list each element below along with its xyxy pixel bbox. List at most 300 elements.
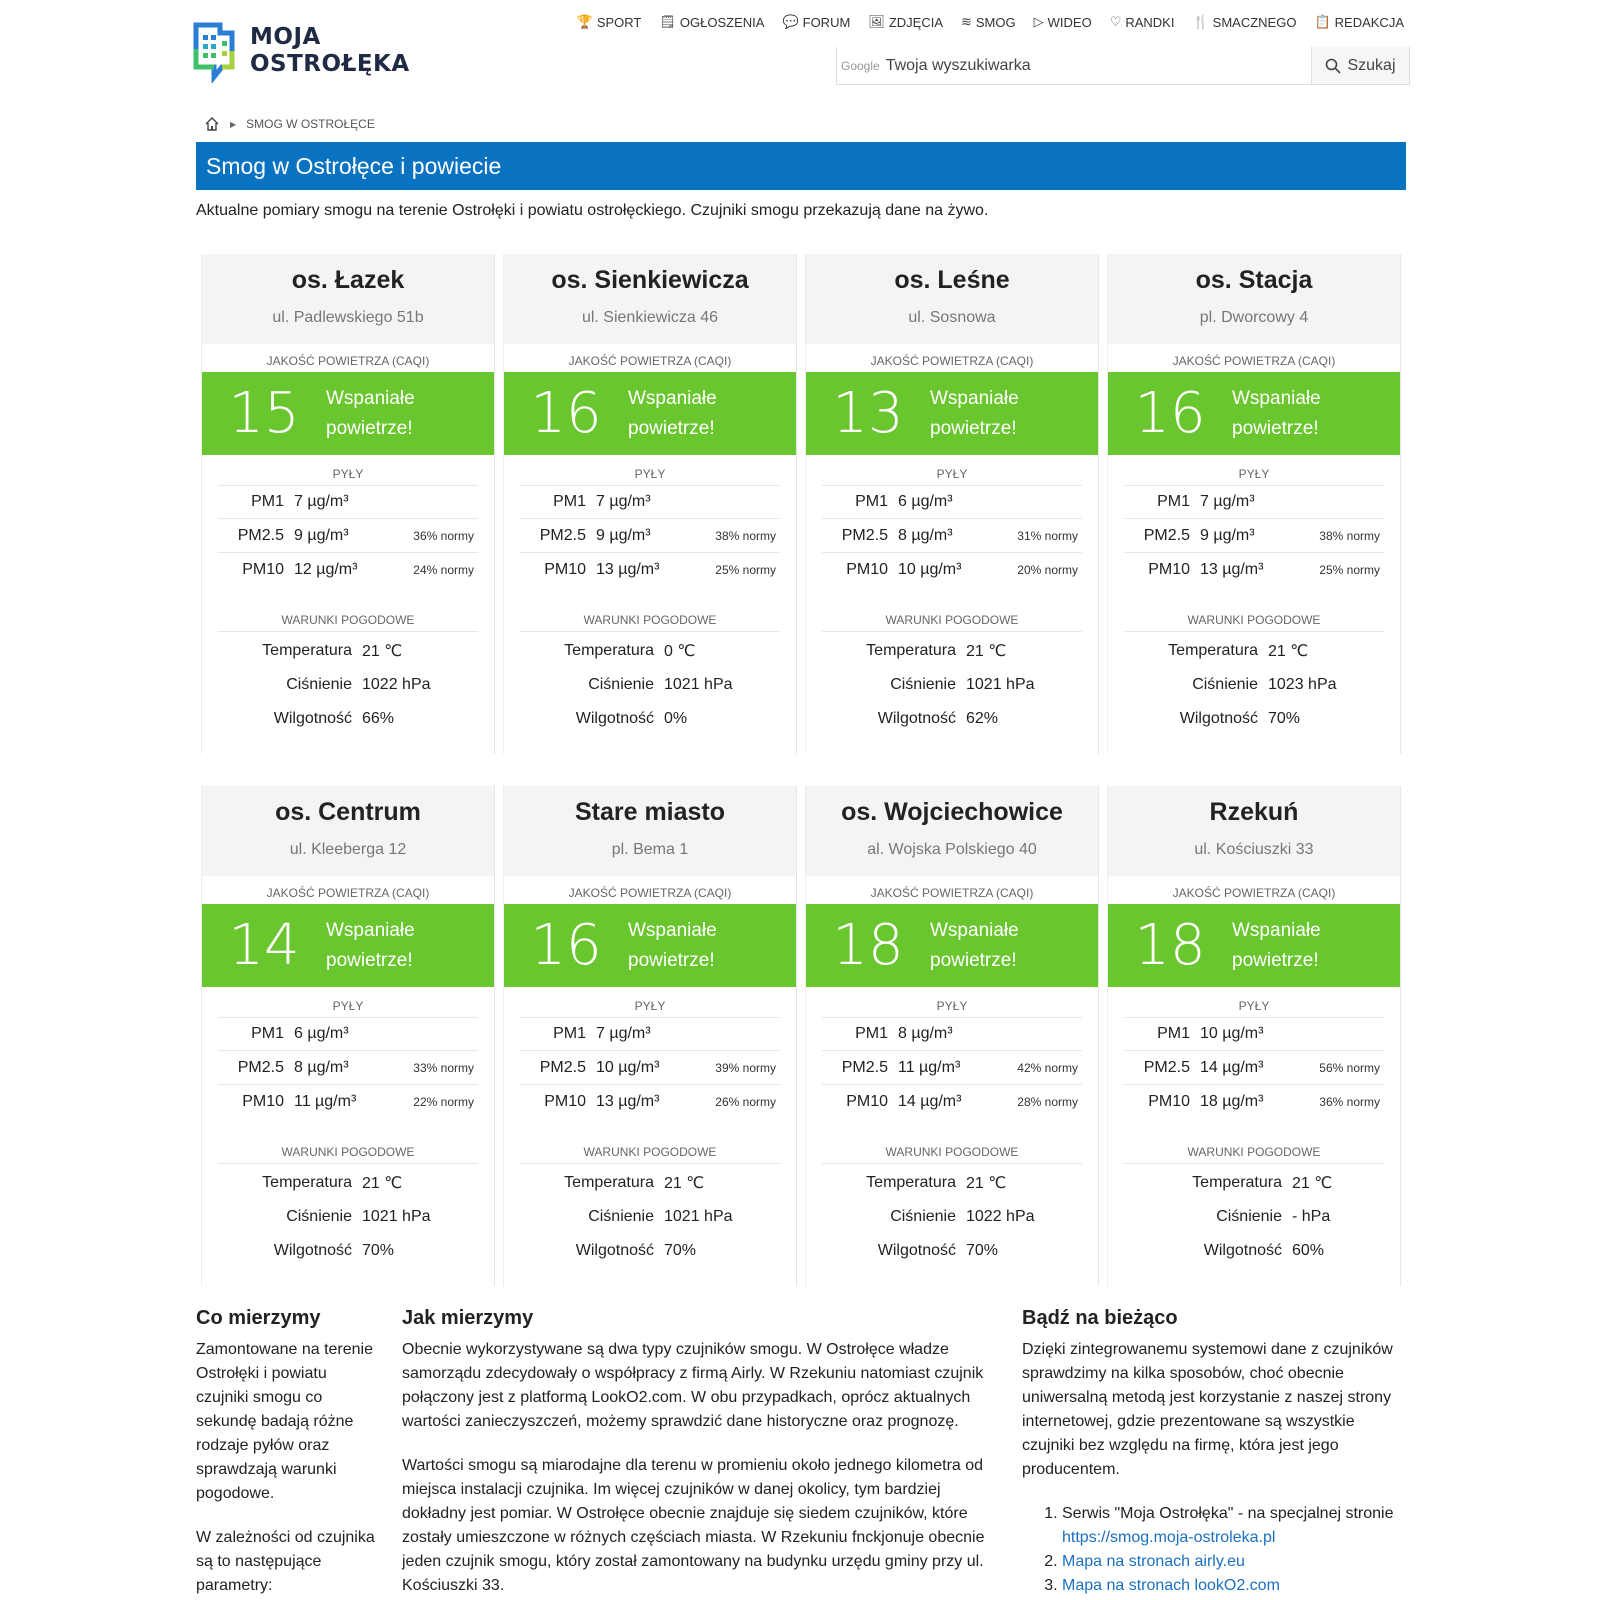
pressure-row [1108,668,1400,702]
pm10-row [218,1085,478,1119]
image-icon: 🖼 [868,14,885,29]
temperature-row [1108,1166,1400,1200]
pm-value: 14 µg/m³ [1200,1058,1264,1076]
dust-section-label: PYŁY [1238,467,1270,481]
station-address: ul. Kleeberga 12 [289,841,407,858]
pm1-row [822,485,1082,519]
caqi-label: JAKOŚĆ POWIETRZA (CAQI) [1172,886,1336,900]
info-paragraph: Zamontowane na terenie Ostrołęki i powiatu czujniki smogu co sekundę badają różne rodzaje pyłów oraz sprawdzają warunki pogodowe. [196,1341,373,1502]
weather-value: 0 ℃ [664,643,696,660]
pm-norm: 56% normy [1319,1060,1380,1075]
info-paragraph: Dzięki zintegrowanemu systemowi dane z czujników sprawdzimy na kilka sposobów, choć obecnie uniwersalną metodą jest korzystanie z naszej strony internetowej, gdzie prezentowane są wszystkie czujniki bez względu na firmę, która jest jego producentem. [1022,1341,1393,1478]
pm-norm: 31% normy [1017,528,1078,543]
caqi-value: 16 [1134,381,1206,446]
pm-value: 10 µg/m³ [1200,1025,1264,1042]
pm-norm: 25% normy [1319,563,1380,577]
dust-table [822,485,1082,587]
pm-value: 7 µg/m³ [596,493,651,510]
pm10-row [822,553,1082,587]
pm-norm: 26% normy [715,1095,776,1109]
airly-map-link[interactable]: Mapa na stronach airly.eu [1062,1553,1245,1570]
weather-label: Wilgotność [1203,1242,1282,1259]
weather-table [806,634,1098,736]
weather-value: 21 ℃ [966,1175,1007,1192]
caqi-box [504,904,796,987]
pm-label: PM1 [251,1025,284,1042]
nav-item-zdjęcia[interactable] [868,14,943,30]
info-what-we-measure [196,1306,378,1600]
pm-label: PM10 [1148,561,1190,578]
dust-section-label: PYŁY [634,999,666,1013]
list-item: 1. Serwis "Moja Ostrołęka" - na specjalnej stronie https://smog.moja-ostroleka.pl [1062,1502,1406,1550]
station-card [201,254,495,754]
pm-norm: 36% normy [413,528,474,543]
caqi-value: 16 [530,913,602,978]
caqi-box [504,372,796,455]
caqi-label: JAKOŚĆ POWIETRZA (CAQI) [266,354,430,368]
looko2-map-link[interactable]: Mapa na stronach lookO2.com [1062,1577,1280,1594]
weather-label: Temperatura [1168,642,1258,659]
weather-label: Ciśnienie [890,676,956,693]
station-address: pl. Bema 1 [611,841,689,858]
weather-label: Ciśnienie [1192,676,1258,693]
info-heading: Co mierzymy [196,1307,321,1329]
pm-value: 7 µg/m³ [1200,493,1255,510]
caqi-value: 14 [228,913,300,978]
humidity-row [1108,702,1400,736]
pm1-row [1124,1017,1384,1051]
page-title: Smog w Ostrołęce i powiecie [196,142,1406,190]
pressure-row [202,668,494,702]
dust-section-label: PYŁY [332,999,364,1013]
pm1-row [520,485,780,519]
weather-label: Ciśnienie [890,1208,956,1225]
pm10-row [520,1085,780,1119]
pm-label: PM10 [1148,1093,1190,1110]
list-item [1062,1550,1406,1574]
weather-section-label: WARUNKI POGODOWE [218,613,478,632]
temperature-row [1108,634,1400,668]
station-header [806,786,1098,876]
weather-label: Temperatura [564,1174,654,1191]
clipboard-icon: 📋 [1314,14,1331,29]
temperature-row [202,1166,494,1200]
pressure-row [806,1200,1098,1234]
weather-label: Temperatura [564,642,654,659]
pm-value: 18 µg/m³ [1200,1093,1264,1110]
station-card [805,254,1099,754]
pm-label: PM1 [251,493,284,510]
caqi-box [806,372,1098,455]
dust-table [520,485,780,587]
pm10-row [520,553,780,587]
pm-label: PM1 [855,493,888,510]
station-address: ul. Kościuszki 33 [1194,841,1314,858]
humidity-row [1108,1234,1400,1268]
weather-table [202,1166,494,1268]
station-header [1108,254,1400,344]
station-card [201,786,495,1286]
breadcrumb [204,116,375,132]
weather-label: Ciśnienie [286,676,352,693]
pm-label: PM1 [855,1025,888,1042]
station-card [503,786,797,1286]
pm-value: 10 µg/m³ [596,1058,660,1076]
info-paragraph: Wartości smogu są miarodajne dla terenu w promieniu około jednego kilometra od miejsca instalacji czujnika. Im więcej czujników w danej okolicy, tym bardziej dokładny jest pomiar. W Ostrołęce obecnie znajduje się siedem czujników, które zostały umieszczone w różnych częściach miasta. W Rzekuniu fnckjonuje obecnie jeden czujnik smogu, który został zamontowany na budynku urzędu gminy przy ul. Kościuszki 33. [402,1457,985,1594]
weather-value: 1023 hPa [1268,676,1337,693]
pm-norm: 33% normy [413,1060,474,1075]
weather-table [1108,1166,1400,1268]
search-bar [836,47,1410,85]
station-address: ul. Sienkiewicza 46 [581,309,719,326]
dust-table [1124,1017,1384,1119]
pm10-row [1124,553,1384,587]
weather-label: Wilgotność [273,1242,352,1259]
google-brand-label: Google [841,59,880,73]
caqi-box [202,372,494,455]
caqi-label: JAKOŚĆ POWIETRZA (CAQI) [266,886,430,900]
station-card [805,786,1099,1286]
pm-label: PM2.5 [539,526,586,544]
temperature-row [504,634,796,668]
weather-value: 70% [664,1242,697,1259]
search-input[interactable] [884,47,1311,84]
trophy-icon: 🏆 [576,14,593,29]
pm-value: 13 µg/m³ [596,1093,660,1110]
station-header [504,254,796,344]
breadcrumb-current[interactable]: SMOG W OSTROŁĘCE [246,117,375,131]
pm-value: 7 µg/m³ [294,493,349,510]
weather-label: Wilgotność [273,710,352,727]
pm-value: 8 µg/m³ [898,526,953,544]
weather-label: Temperatura [1192,1174,1282,1191]
caqi-description: Wspaniałe powietrze! [1232,387,1321,439]
caqi-box [1108,904,1400,987]
weather-label: Wilgotność [1179,710,1258,727]
humidity-row [806,702,1098,736]
temperature-row [806,1166,1098,1200]
pm-label: PM2.5 [1143,526,1190,544]
dust-section-label: PYŁY [936,467,968,481]
pm10-row [822,1085,1082,1119]
weather-table [1108,634,1400,736]
nav-item-redakcja[interactable] [1314,14,1404,30]
wind-icon: ≋ [960,14,972,29]
weather-label: Wilgotność [575,1242,654,1259]
caqi-box [1108,372,1400,455]
caqi-label: JAKOŚĆ POWIETRZA (CAQI) [568,354,732,368]
weather-value: 62% [966,710,999,727]
nav-item-sport[interactable] [577,14,642,30]
pm-label: PM10 [544,1093,586,1110]
weather-label: Wilgotność [575,710,654,727]
pm-norm: 39% normy [715,1060,776,1075]
pm25-row [1124,1051,1384,1085]
pm-value: 14 µg/m³ [898,1093,962,1110]
weather-value: 1021 hPa [966,676,1035,693]
pm-norm: 38% normy [1319,528,1380,543]
pm-label: PM1 [553,1025,586,1042]
station-header [504,786,796,876]
weather-table [202,634,494,736]
weather-label: Wilgotność [877,710,956,727]
pm-value: 9 µg/m³ [596,526,651,544]
pm-label: PM10 [846,1093,888,1110]
station-card [1107,786,1401,1286]
logo-wordmark: MOJA OSTROŁĘKA [250,24,410,77]
weather-value: 70% [1268,710,1301,727]
dust-table [822,1017,1082,1119]
station-name: os. Stacja [1195,266,1313,294]
pm25-row [822,519,1082,553]
weather-label: Ciśnienie [286,1208,352,1225]
pressure-row [504,1200,796,1234]
station-card [503,254,797,754]
caqi-value: 18 [1134,913,1206,978]
caqi-description: Wspaniałe powietrze! [628,387,717,439]
pressure-row [1108,1200,1400,1234]
dust-section-label: PYŁY [634,467,666,481]
station-header [202,786,494,876]
humidity-row [504,702,796,736]
nav-item-randki[interactable] [1110,14,1175,30]
weather-table [504,634,796,736]
pm-norm: 24% normy [413,563,474,577]
pm25-row [520,519,780,553]
caqi-label: JAKOŚĆ POWIETRZA (CAQI) [1172,354,1336,368]
pm-value: 6 µg/m³ [294,1025,349,1042]
station-name: os. Sienkiewicza [551,266,749,294]
building-logo-icon [192,19,240,83]
caqi-description: Wspaniałe powietrze! [628,919,717,971]
station-address: al. Wojska Polskiego 40 [867,841,1037,858]
caqi-description: Wspaniałe powietrze! [930,387,1019,439]
weather-value: 21 ℃ [1268,643,1309,660]
pm-value: 10 µg/m³ [898,561,962,578]
site-logo[interactable] [192,18,432,84]
pm1-row [218,485,478,519]
station-header [1108,786,1400,876]
humidity-row [806,1234,1098,1268]
pm25-row [520,1051,780,1085]
pm-norm: 42% normy [1017,1060,1078,1075]
pm-label: PM10 [544,561,586,578]
nav-item-label: FORUM [802,14,851,30]
dust-section-label: PYŁY [1238,999,1270,1013]
weather-value: - hPa [1292,1208,1331,1225]
pm-value: 9 µg/m³ [294,526,349,544]
pm1-row [1124,485,1384,519]
pm10-row [1124,1085,1384,1119]
pm1-row [822,1017,1082,1051]
heart-icon: ♡ [1109,14,1122,29]
info-paragraph: Obecnie wykorzystywane są dwa typy czujników smogu. W Ostrołęce władze samorządu zdecydowały o współpracy z firmą Airly. W Rzekuniu natomiast czujnik połączony jest z platformą LookO2.com. W obu przypadkach, oprócz aktualnych wartości zanieczyszczeń, możemy sprawdzić dane historyczne oraz prognozę. [402,1341,984,1430]
note-icon: 🗒 [659,14,676,29]
pm-label: PM1 [1157,1025,1190,1042]
station-header [202,254,494,344]
weather-value: 60% [1292,1242,1325,1259]
weather-value: 21 ℃ [966,643,1007,660]
temperature-row [202,634,494,668]
nav-item-label: SMACZNEGO [1212,14,1297,30]
pm-label: PM10 [242,561,284,578]
weather-value: 70% [966,1242,999,1259]
weather-section-label: WARUNKI POGODOWE [218,1145,478,1164]
weather-label: Ciśnienie [588,676,654,693]
dust-section-label: PYŁY [332,467,364,481]
pm-norm: 25% normy [715,563,776,577]
caqi-value: 15 [228,381,300,446]
nav-item-label: OGŁOSZENIA [679,14,765,30]
pm25-row [218,519,478,553]
station-address: ul. Padlewskiego 51b [272,309,424,326]
info-paragraph: W zależności od czujnika są to następujące parametry: [196,1529,375,1594]
pressure-row [806,668,1098,702]
weather-table [806,1166,1098,1268]
weather-value: 21 ℃ [664,1175,705,1192]
station-address: pl. Dworcowy 4 [1199,309,1309,326]
caqi-label: JAKOŚĆ POWIETRZA (CAQI) [870,354,1034,368]
dust-table [520,1017,780,1119]
weather-label: Temperatura [866,642,956,659]
caqi-description: Wspaniałe powietrze! [326,919,415,971]
dust-table [218,1017,478,1119]
temperature-row [504,1166,796,1200]
weather-value: 1021 hPa [362,1208,431,1225]
weather-section-label: WARUNKI POGODOWE [1124,1145,1384,1164]
station-name: os. Wojciechowice [841,798,1063,826]
station-name: Stare miasto [574,798,726,826]
pm-label: PM2.5 [237,1058,284,1076]
pm-label: PM1 [553,493,586,510]
station-name: os. Łazek [291,266,405,294]
pm-value: 13 µg/m³ [1200,561,1264,578]
play-icon: ▷ [1033,14,1044,29]
cutlery-icon: 🍴 [1192,14,1209,29]
caqi-description: Wspaniałe powietrze! [326,387,415,439]
temperature-row [806,634,1098,668]
pm-value: 7 µg/m³ [596,1025,651,1042]
pm1-row [520,1017,780,1051]
pm-label: PM2.5 [841,1058,888,1076]
nav-item-smacznego[interactable] [1192,14,1296,30]
pressure-row [202,1200,494,1234]
home-icon[interactable] [204,116,220,132]
nav-item-wideo[interactable] [1034,14,1092,30]
weather-section-label: WARUNKI POGODOWE [1124,613,1384,632]
pm-value: 11 µg/m³ [294,1093,357,1110]
nav-item-label: RANDKI [1125,14,1175,30]
nav-item-label: REDAKCJA [1334,14,1404,30]
weather-label: Wilgotność [877,1242,956,1259]
weather-label: Ciśnienie [1216,1208,1282,1225]
nav-item-smog[interactable] [961,14,1016,30]
humidity-row [504,1234,796,1268]
weather-section-label: WARUNKI POGODOWE [822,1145,1082,1164]
pm-value: 12 µg/m³ [294,561,358,578]
station-header [806,254,1098,344]
top-navigation [577,14,1404,30]
pm-value: 13 µg/m³ [596,561,660,578]
station-address: ul. Sosnowa [908,309,996,326]
caqi-value: 13 [832,381,904,446]
pm-value: 6 µg/m³ [898,493,953,510]
weather-value: 1022 hPa [362,676,431,693]
weather-section-label: WARUNKI POGODOWE [520,1145,780,1164]
pm-norm: 20% normy [1017,563,1078,577]
station-name: os. Leśne [894,266,1010,294]
search-button-label: Szukaj [1347,56,1396,74]
weather-value: 21 ℃ [362,643,403,660]
pm-norm: 36% normy [1319,1095,1380,1109]
nav-item-ogłoszenia[interactable] [659,14,764,30]
weather-value: 66% [362,710,395,727]
station-card [1107,254,1401,754]
pm-norm: 22% normy [413,1095,474,1109]
pm-label: PM10 [846,561,888,578]
weather-section-label: WARUNKI POGODOWE [520,613,780,632]
station-name: Rzekuń [1209,798,1299,826]
pm-norm: 28% normy [1017,1095,1078,1109]
pm-label: PM10 [242,1093,284,1110]
info-stay-updated [1022,1306,1406,1598]
weather-value: 1021 hPa [664,1208,733,1225]
humidity-row [202,1234,494,1268]
caqi-description: Wspaniałe powietrze! [930,919,1019,971]
page-lead: Aktualne pomiary smogu na terenie Ostrołęki i powiatu ostrołęckiego. Czujniki smogu przekazują dane na żywo. [196,202,989,219]
pm25-row [822,1051,1082,1085]
caqi-box [202,904,494,987]
pm-norm: 38% normy [715,528,776,543]
dust-table [218,485,478,587]
caqi-box [806,904,1098,987]
station-grid [201,254,1401,1286]
humidity-row [202,702,494,736]
pm10-row [218,553,478,587]
smog-site-link[interactable]: https://smog.moja-ostroleka.pl [1062,1529,1276,1546]
dust-table [1124,485,1384,587]
weather-label: Temperatura [262,1174,352,1191]
info-heading: Bądź na bieżąco [1022,1307,1178,1329]
dust-section-label: PYŁY [936,999,968,1013]
pm25-row [218,1051,478,1085]
pressure-row [504,668,796,702]
search-icon [1325,58,1341,74]
caqi-value: 18 [832,913,904,978]
weather-value: 1021 hPa [664,676,733,693]
pm-value: 8 µg/m³ [294,1058,349,1076]
weather-label: Temperatura [866,1174,956,1191]
info-how-we-measure [402,1306,992,1600]
list-item [1062,1574,1406,1598]
pm-label: PM2.5 [539,1058,586,1076]
pm-label: PM1 [1157,493,1190,510]
weather-label: Temperatura [262,642,352,659]
weather-label: Ciśnienie [588,1208,654,1225]
weather-value: 21 ℃ [362,1175,403,1192]
weather-value: 70% [362,1242,395,1259]
pm-value: 9 µg/m³ [1200,526,1255,544]
pm25-row [1124,519,1384,553]
search-button[interactable] [1311,47,1409,84]
weather-value: 1022 hPa [966,1208,1035,1225]
chat-icon: 💬 [782,14,799,29]
pm-label: PM2.5 [237,526,284,544]
breadcrumb-separator-icon: ▶ [230,119,237,129]
nav-item-forum[interactable] [782,14,850,30]
caqi-label: JAKOŚĆ POWIETRZA (CAQI) [870,886,1034,900]
pm-value: 11 µg/m³ [898,1058,961,1076]
